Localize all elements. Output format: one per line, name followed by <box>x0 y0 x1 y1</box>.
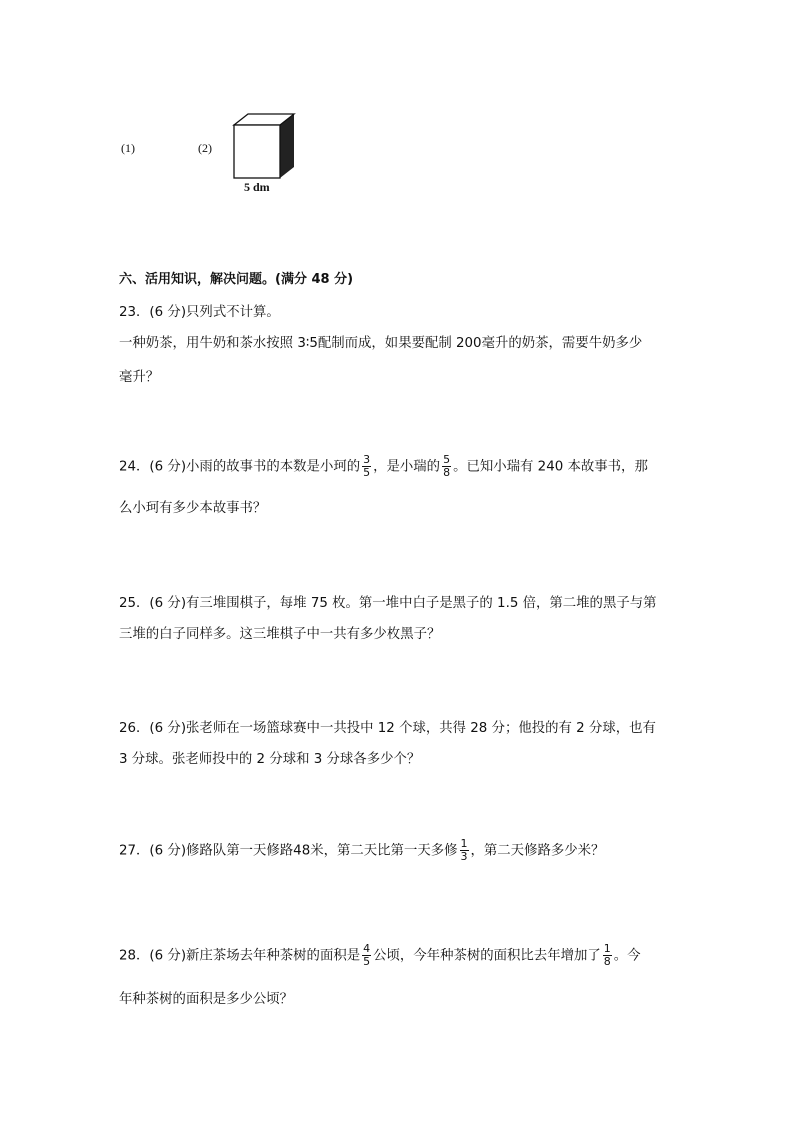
q25-line2: 三堆的白子同样多。这三堆棋子中一共有多少枚黑子？ <box>119 627 441 642</box>
frac-denominator: 3 <box>460 850 468 863</box>
q28-line2: 年种茶树的面积是多少公顷？ <box>119 992 294 1007</box>
frac-denominator: 8 <box>603 955 611 968</box>
q27-text-b: ，第二天修路多少米？ <box>470 843 605 859</box>
q26-line1: 26．(6 分)张老师在一场篮球赛中一共投中 12 个球，共得 28 分；他投的有 2 分球，也有 <box>119 721 656 736</box>
figure-label-1: (1) <box>121 141 135 155</box>
q27-line1 <box>119 838 604 863</box>
section-title: 六、活用知识，解决问题。(满分 48 分) <box>119 272 354 287</box>
q28-fraction-1-8 <box>603 943 612 968</box>
q24-line2: 么小珂有多少本故事书？ <box>119 501 267 516</box>
q23-heading: 23．(6 分)只列式不计算。 <box>119 305 280 320</box>
q24-text-c: 。已知小瑞有 240 本故事书，那 <box>453 459 648 475</box>
q27-fraction-1-3 <box>460 838 469 863</box>
q28-text-c: 。今 <box>613 948 641 964</box>
frac-denominator: 8 <box>443 466 451 479</box>
q26-line2: 3 分球。张老师投中的 2 分球和 3 分球各多少个？ <box>119 752 421 767</box>
cube-caption: 5 dm <box>244 180 270 194</box>
q24-fraction-5-8 <box>442 454 451 479</box>
q24-text-b: ，是小瑞的 <box>373 459 441 475</box>
q24-fraction-3-5 <box>362 454 371 479</box>
q27-text-a: 27．(6 分)修路队第一天修路48米，第二天比第一天多修 <box>119 843 458 859</box>
q23-text-line2: 毫升？ <box>119 370 160 385</box>
q28-text-a: 28．(6 分)新庄茶场去年种茶树的面积是 <box>119 948 361 964</box>
figure-label-2: (2) <box>198 141 212 155</box>
frac-numerator: 5 <box>443 453 451 466</box>
q25-line1: 25．(6 分)有三堆围棋子，每堆 75 枚。第一堆中白子是黑子的 1.5 倍，第二堆的黑子与第 <box>119 596 657 611</box>
q28-fraction-4-5 <box>362 943 371 968</box>
q24-line1 <box>119 454 648 479</box>
cube-front-face <box>234 125 280 178</box>
frac-numerator: 4 <box>363 942 371 955</box>
frac-numerator: 1 <box>603 942 611 955</box>
frac-numerator: 3 <box>363 453 371 466</box>
q28-line1 <box>119 943 641 968</box>
q28-text-b: 公顷，今年种茶树的面积比去年增加了 <box>373 948 601 964</box>
frac-denominator: 5 <box>363 466 371 479</box>
cube-figure <box>228 112 300 182</box>
q24-text-a: 24．(6 分)小雨的故事书的本数是小珂的 <box>119 459 361 475</box>
frac-denominator: 5 <box>363 955 371 968</box>
frac-numerator: 1 <box>460 837 468 850</box>
q23-text-line1: 一种奶茶，用牛奶和茶水按照 3∶5配制而成，如果要配制 200毫升的奶茶，需要牛奶多少 <box>119 336 643 351</box>
